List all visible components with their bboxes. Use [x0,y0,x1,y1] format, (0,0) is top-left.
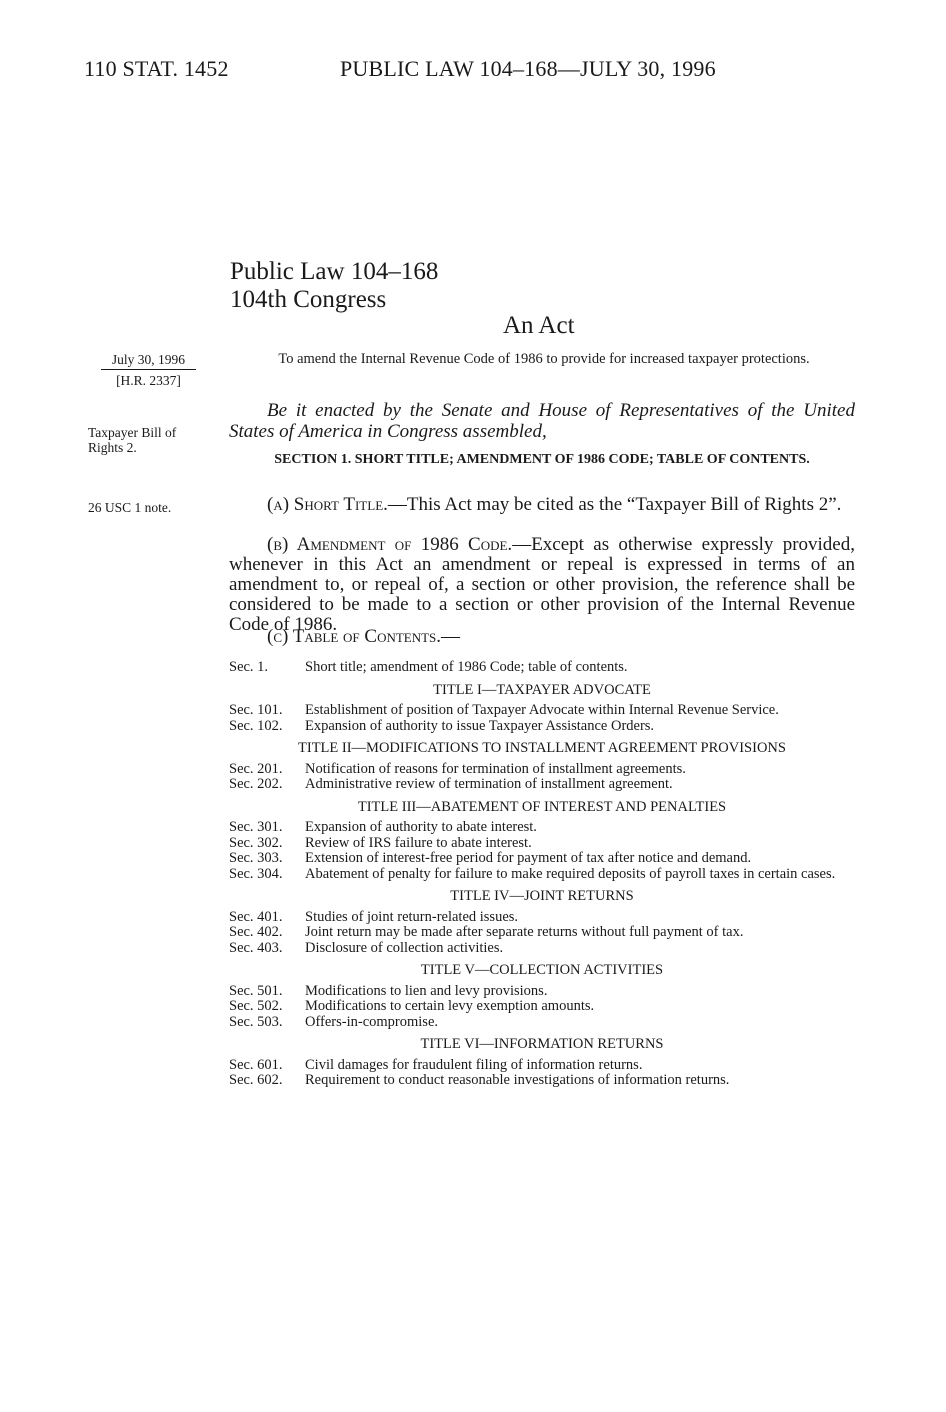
toc-title-heading: TITLE IV—JOINT RETURNS [450,888,634,904]
toc-entry [229,910,855,926]
toc-entry-number: Sec. 201. [229,760,283,777]
table-of-contents [229,660,855,1089]
toc-entry-number: Sec. 304. [229,865,283,882]
law-date-header: PUBLIC LAW 104–168—JULY 30, 1996 [340,56,716,81]
toc-entry [229,984,855,1000]
toc-entry-text: Review of IRS failure to abate interest. [305,834,532,851]
toc-entry-number: Sec. 602. [229,1072,283,1088]
toc-entry [229,851,855,867]
toc-title-heading: TITLE III—ABATEMENT OF INTEREST AND PENALTIES [357,798,727,815]
toc-entry [229,777,855,793]
public-law-heading [230,258,438,314]
toc-entry-number: Sec. 601. [229,1056,283,1073]
congress-number: 104th Congress [230,286,387,313]
toc-entry-number: Sec. 402. [229,924,283,940]
toc-entry-text: Extension of interest-free period for payment of tax after notice and demand. [305,850,752,866]
toc-entry [229,925,855,941]
toc-entry [229,1073,855,1089]
toc-entry-text: Administrative review of termination of installment agreement. [305,776,673,792]
toc-entry [229,1015,855,1031]
toc-title-heading: TITLE II—MODIFICATIONS TO INSTALLMENT AGREEMENT PROVISIONS [298,740,786,756]
public-law-number: Public Law 104–168 [230,258,439,285]
toc-entry [229,836,855,852]
act-purpose: To amend the Internal Revenue Code of 1986 to provide for increased taxpayer protections. [278,351,810,367]
paragraph-b [229,535,855,635]
toc-entry [229,867,855,883]
toc-entry [229,820,855,836]
bill-number: [H.R. 2337] [116,373,181,388]
statute-page-number: 110 STAT. 1452 [84,56,229,81]
toc-entry-number: Sec. 503. [229,1013,283,1030]
toc-entry [229,762,855,778]
toc-entry [229,941,855,957]
toc-entry [229,660,855,676]
toc-entry-number: Sec. 501. [229,982,283,999]
toc-entry-number: Sec. 302. [229,834,283,851]
toc-entry-number: Sec. 1. [229,659,269,675]
margin-note-short-title: Taxpayer Bill of Rights 2. [88,425,177,455]
toc-entry-text: Expansion of authority to abate interest. [305,819,537,835]
toc-entry-text: Expansion of authority to issue Taxpayer Assistance Orders. [305,717,655,734]
paragraph-c-label: (c) Table of Contents. [267,626,442,647]
toc-title-heading: TITLE V—COLLECTION ACTIVITIES [420,962,664,978]
toc-entry-number: Sec. 502. [229,998,283,1014]
toc-entry-text: Civil damages for fraudulent filing of information returns. [305,1056,643,1073]
paragraph-c-text: — [441,626,461,647]
toc-entry-text: Requirement to conduct reasonable investigations of information returns. [305,1072,730,1088]
toc-entry [229,999,855,1015]
toc-entry-text: Joint return may be made after separate returns without full payment of tax. [305,924,744,940]
paragraph-a-label: (a) Short Title. [267,494,388,515]
toc-entry-text: Modifications to lien and levy provisions. [305,982,548,999]
toc-entry-text: Establishment of position of Taxpayer Advocate within Internal Revenue Service. [305,702,779,718]
paragraph-a [229,495,855,515]
paragraph-b-label: (b) Amendment of 1986 Code. [267,534,513,555]
toc-title-heading: TITLE I—TAXPAYER ADVOCATE [433,681,651,698]
toc-entry [229,703,855,719]
toc-entry-number: Sec. 202. [229,776,283,792]
toc-entry-number: Sec. 401. [229,908,283,925]
toc-entry-text: Modifications to certain levy exemption amounts. [305,998,595,1014]
enactment-date: July 30, 1996 [101,352,196,370]
margin-date-bill [101,352,196,388]
toc-entry [229,719,855,735]
paragraph-a-text: —This Act may be cited as the “Taxpayer Bill of Rights 2”. [387,494,842,515]
paragraph-b-text: —Except as otherwise expressly provided, whenever in this Act an amendment or repeal is expressed in terms of an amendment to, or repeal of, a section or other provision, the reference shall be considered to be made to a section or other provision of the Internal Revenue Code of 1986. [229,534,855,635]
toc-entry-number: Sec. 403. [229,939,283,956]
toc-entry-text: Offers-in-compromise. [305,1013,439,1030]
toc-entry-text: Disclosure of collection activities. [305,939,504,956]
enacting-clause: Be it enacted by the Senate and House of Representatives of the United States of America in Congress assembled, [229,400,855,442]
paragraph-c [229,627,893,647]
section-1-heading: SECTION 1. SHORT TITLE; AMENDMENT OF 1986 CODE; TABLE OF CONTENTS. [274,452,810,467]
toc-title-heading: TITLE VI—INFORMATION RETURNS [420,1036,664,1052]
toc-entry-text: Short title; amendment of 1986 Code; table of contents. [305,659,628,675]
toc-entry [229,1058,855,1074]
toc-entry-number: Sec. 301. [229,819,283,835]
toc-entry-number: Sec. 102. [229,717,283,734]
act-title: An Act [503,312,575,339]
toc-entry-text: Studies of joint return-related issues. [305,908,519,925]
toc-entry-text: Abatement of penalty for failure to make required deposits of payroll taxes in certain cases. [305,865,836,882]
toc-entry-text: Notification of reasons for termination of installment agreements. [305,760,686,777]
toc-entry-number: Sec. 303. [229,850,283,866]
margin-note-usc: 26 USC 1 note. [88,500,172,515]
toc-entry-number: Sec. 101. [229,702,283,718]
